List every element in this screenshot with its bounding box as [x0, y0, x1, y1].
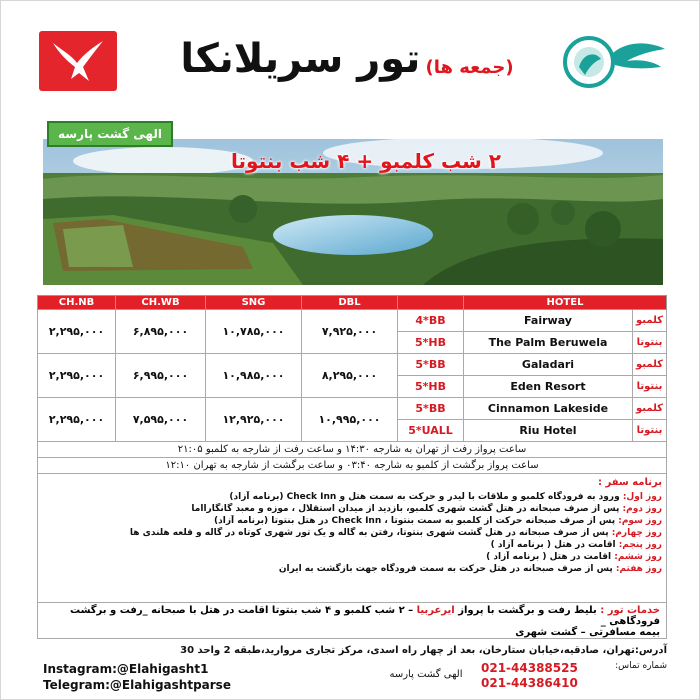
- day-text: پس از صرف صبحانه حرکت از کلمبو به سمت بنتوتا ، Check Inn در هتل بنتوتا (برنامه آزاد): [214, 516, 616, 526]
- agency-address: آدرس:تهران، صادقیه،خیابان ستارخان، بعد از چهار راه اسدی، مرکز تجاری مروارید،طبقه 2 واحد 30: [180, 645, 667, 656]
- page-title-block: [151, 35, 551, 105]
- program-day: [42, 539, 662, 551]
- hotel-city: بنتوتا: [633, 376, 667, 398]
- flight-out-text: ساعت پرواز رفت از تهران به شارجه ۱۴:۳۰ و ساعت رفت از شارجه به کلمبو ۲۱:۰۵: [38, 442, 667, 458]
- hotel-name: Fairway: [464, 310, 633, 332]
- hotel-city: بنتوتا: [633, 420, 667, 442]
- col-chwb: CH.WB: [116, 296, 206, 310]
- phone-number[interactable]: 021-44386410: [481, 676, 578, 690]
- contact-label: شماره تماس:: [615, 661, 667, 671]
- agency-footer-name: الهی گشت پارسه: [389, 669, 463, 680]
- instagram-handle[interactable]: Instagram:@Elahigasht1: [43, 662, 209, 676]
- col-dbl: DBL: [302, 296, 398, 310]
- col-stars: [398, 296, 464, 310]
- table-header-row: [38, 296, 667, 310]
- program-day: [42, 563, 662, 575]
- price-table: [37, 295, 667, 474]
- price-chnb: ۲,۲۹۵,۰۰۰: [38, 354, 116, 398]
- agency-emblem-icon: [561, 31, 671, 93]
- phone-numbers: [481, 661, 601, 691]
- col-chnb: CH.NB: [38, 296, 116, 310]
- hotel-name: Galadari: [464, 354, 633, 376]
- hotel-name: Cinnamon Lakeside: [464, 398, 633, 420]
- day-label: روز اول:: [622, 492, 662, 502]
- hotel-stars: 5*BB: [398, 398, 464, 420]
- day-label: روز چهارم:: [611, 528, 662, 538]
- day-label: روز سوم:: [618, 516, 662, 526]
- day-label: روز دوم:: [622, 504, 662, 514]
- col-hotel: HOTEL: [464, 296, 667, 310]
- hotel-stars: 5*UALL: [398, 420, 464, 442]
- travel-program: [37, 473, 667, 603]
- services-text-b: – ۲ شب کلمبو و ۴ شب بنتوتا اقامت در هتل با صبحانه _رفت و برگشت فرودگاهی _: [69, 605, 660, 627]
- phone-number[interactable]: 021-44388525: [481, 661, 578, 675]
- page-subtitle: (جمعه ها): [425, 57, 514, 78]
- hotel-city: کلمبو: [633, 310, 667, 332]
- hotel-stars: 4*BB: [398, 310, 464, 332]
- program-day: [42, 515, 662, 527]
- social-handles: [43, 661, 283, 693]
- services-text-a: بلیط رفت و برگشت با پرواز: [458, 605, 597, 616]
- hotel-name: The Palm Beruwela: [464, 332, 633, 354]
- program-day: [42, 527, 662, 539]
- hotel-stars: 5*HB: [398, 376, 464, 398]
- price-chwb: ۷,۵۹۵,۰۰۰: [116, 398, 206, 442]
- day-label: روز پنجم:: [618, 540, 662, 550]
- hotel-city: بنتوتا: [633, 332, 667, 354]
- bird-icon: [49, 37, 107, 85]
- price-chnb: ۲,۲۹۵,۰۰۰: [38, 310, 116, 354]
- hotel-city: کلمبو: [633, 398, 667, 420]
- hotel-name: Eden Resort: [464, 376, 633, 398]
- price-sng: ۱۰,۷۸۵,۰۰۰: [206, 310, 302, 354]
- program-title: برنامه سفر :: [598, 477, 662, 488]
- day-text: پس از صرف صبحانه در هتل گشت شهری بنتوتا، رفتن به گاله و یک تور شهری کوتاه در گاله و قلعه هلندی ها: [129, 528, 609, 538]
- day-text: اقامت در هتل ( برنامه آزاد ): [486, 552, 612, 562]
- day-text: پس از صرف صبحانه در هتل گشت شهری کلمبو، بازدید از میدان استقلال ، موزه و معبد گانگارااما: [191, 504, 620, 514]
- col-sng: SNG: [206, 296, 302, 310]
- day-text: ورود به فرودگاه کلمبو و ملاقات با لیدر و حرکت به سمت هتل و Check Inn (برنامه آزاد): [229, 492, 620, 502]
- page-title: تور سریلانکا: [180, 36, 421, 82]
- agency-badge: الهی گشت پارسه: [47, 121, 173, 147]
- day-text: اقامت در هتل ( برنامه آزاد ): [490, 540, 616, 550]
- price-sng: ۱۲,۹۲۵,۰۰۰: [206, 398, 302, 442]
- flight-out-row: [38, 442, 667, 458]
- day-label: روز هفتم:: [615, 564, 662, 574]
- price-dbl: ۷,۹۲۵,۰۰۰: [302, 310, 398, 354]
- price-sng: ۱۰,۹۸۵,۰۰۰: [206, 354, 302, 398]
- hotel-name: Riu Hotel: [464, 420, 633, 442]
- hotel-stars: 5*HB: [398, 332, 464, 354]
- price-chwb: ۶,۸۹۵,۰۰۰: [116, 310, 206, 354]
- services-label: خدمات تور :: [600, 605, 660, 616]
- program-day: [42, 491, 662, 503]
- program-day: [42, 503, 662, 515]
- services-text-c: بیمه مسافرتی – گشت شهری: [515, 627, 660, 638]
- price-dbl: ۱۰,۹۹۵,۰۰۰: [302, 398, 398, 442]
- price-chwb: ۶,۹۹۵,۰۰۰: [116, 354, 206, 398]
- hero-caption: ۲ شب کلمبو + ۴ شب بنتوتا: [231, 149, 501, 173]
- day-text: پس از صرف صبحانه در هتل حرکت به سمت فرودگاه جهت بازگشت به ایران: [278, 564, 613, 574]
- flight-back-text: ساعت پرواز برگشت از کلمبو به شارجه ۰۳:۴۰ و ساعت برگشت از شارجه به تهران ۱۲:۱۰: [38, 458, 667, 474]
- hotel-city: کلمبو: [633, 354, 667, 376]
- agency-logo: [561, 31, 671, 93]
- services-airline: ایرعربیا: [416, 605, 455, 616]
- program-day: [42, 551, 662, 563]
- day-label: روز ششم:: [614, 552, 662, 562]
- price-dbl: ۸,۲۹۵,۰۰۰: [302, 354, 398, 398]
- telegram-handle[interactable]: Telegram:@Elahigashtparse: [43, 678, 231, 692]
- table-row: [38, 398, 667, 420]
- brand-logo-bird: [39, 31, 117, 91]
- services-line: [44, 605, 660, 627]
- tour-services: [37, 603, 667, 639]
- table-row: [38, 354, 667, 376]
- table-row: [38, 310, 667, 332]
- hotel-stars: 5*BB: [398, 354, 464, 376]
- flight-back-row: [38, 458, 667, 474]
- price-chnb: ۲,۲۹۵,۰۰۰: [38, 398, 116, 442]
